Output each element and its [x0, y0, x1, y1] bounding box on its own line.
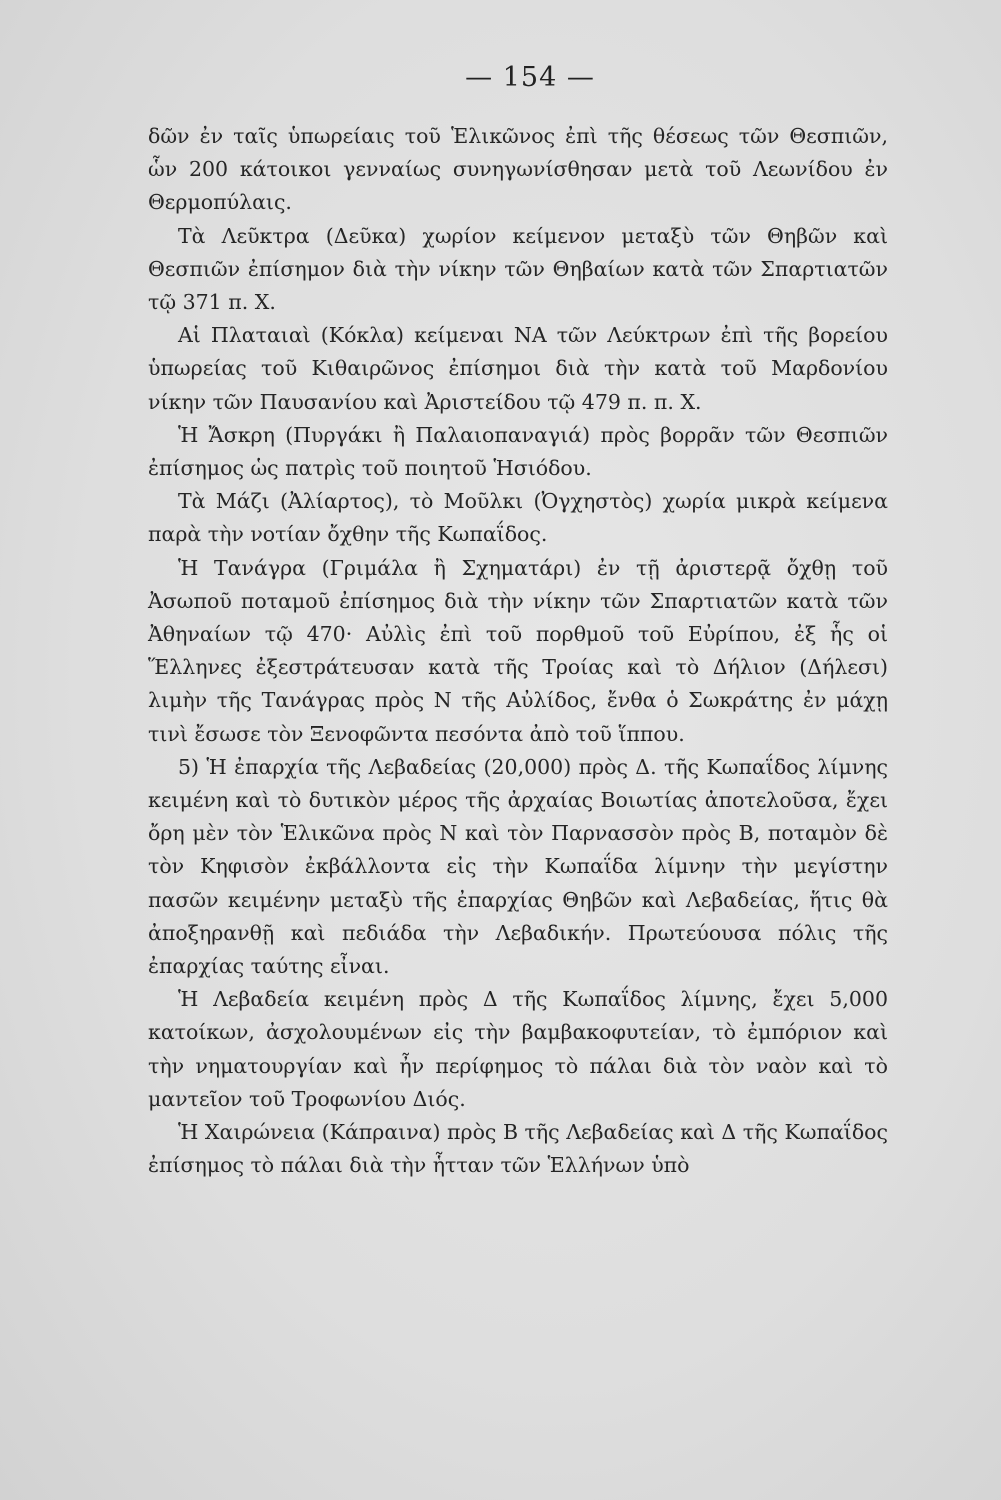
page-number: — 154 —: [465, 62, 595, 93]
page-body-text: [148, 120, 888, 1183]
paragraph-thespiae-continuation: δῶν ἐν ταῖς ὑπωρείαις τοῦ Ἑλικῶνος ἐπὶ τῆς θέσεως τῶν Θεσπιῶν, ὧν 200 κάτοικοι γενναίως συνηγωνίσθησαν μετὰ τοῦ Λεωνίδου ἐν Θερμοπύλαις.: [148, 124, 888, 215]
paragraph-tanagra: Ἡ Τανάγρα (Γριμάλα ἢ Σχηματάρι) ἐν τῇ ἀριστερᾷ ὄχθῃ τοῦ Ἀσωποῦ ποταμοῦ ἐπίσημος διὰ τὴν νίκην τῶν Σπαρτιατῶν κατὰ τῶν Ἀθηναίων τῷ 470· Αὐλὶς ἐπὶ τοῦ πορθμοῦ τοῦ Εὐρίπου, ἐξ ἧς οἱ Ἕλληνες ἐξεστράτευσαν κατὰ τῆς Τροίας καὶ τὸ Δήλιον (Δήλεσι) λιμὴν τῆς Τανάγρας πρὸς Ν τῆς Αὐλίδος, ἔνθα ὁ Σωκράτης ἐν μάχῃ τινὶ ἔσωσε τὸν Ξενοφῶντα πεσόντα ἀπὸ τοῦ ἵππου.: [148, 555, 888, 746]
paragraph-mazi-moulki: Τὰ Μάζι (Ἀλίαρτος), τὸ Μοῦλκι (Ὀγχηστὸς) χωρία μικρὰ κείμενα παρὰ τὴν νοτίαν ὄχθην τῆς Κωπαΐδος.: [148, 489, 888, 547]
paragraph-levadeia-town: Ἡ Λεβαδεία κειμένη πρὸς Δ τῆς Κωπαΐδος λίμνης, ἔχει 5,000 κατοίκων, ἀσχολουμένων εἰς τὴν βαμβακοφυτείαν, τὸ ἐμπόριον καὶ τὴν νηματουργίαν καὶ ἦν περίφημος τὸ πάλαι διὰ τὸν ναὸν καὶ τὸ μαντεῖον τοῦ Τροφωνίου Διός.: [148, 987, 888, 1111]
paragraph-province-levadeia: 5) Ἡ ἐπαρχία τῆς Λεβαδείας (20,000) πρὸς Δ. τῆς Κωπαΐδος λίμνης κειμένη καὶ τὸ δυτικὸν μέρος τῆς ἀρχαίας Βοιωτίας ἀποτελοῦσα, ἔχει ὄρη μὲν τὸν Ἑλικῶνα πρὸς Ν καὶ τὸν Παρνασσὸν πρὸς Β, ποταμὸν δὲ τὸν Κηφισὸν ἐκβάλλοντα εἰς τὴν Κωπαΐδα λίμνην τὴν μεγίστην πασῶν κειμένην μεταξὺ τῆς ἐπαρχίας Θηβῶν καὶ Λεβαδείας, ἥτις θὰ ἀποξηρανθῇ καὶ πεδιάδα τὴν Λεβαδικήν. Πρωτεύουσα πόλις τῆς ἐπαρχίας ταύτης εἶναι.: [148, 754, 888, 979]
paragraph-chaeronea: Ἡ Χαιρώνεια (Κάπραινα) πρὸς Β τῆς Λεβαδείας καὶ Δ τῆς Κωπαΐδος ἐπίσημος τὸ πάλαι διὰ τὴν ἧτταν τῶν Ἑλλήνων ὑπὸ: [148, 1120, 888, 1178]
paragraph-plataea: Αἱ Πλαταιαὶ (Κόκλα) κείμεναι ΝΑ τῶν Λεύκτρων ἐπὶ τῆς βορείου ὑπωρείας τοῦ Κιθαιρῶνος ἐπίσημοι διὰ τὴν κατὰ τοῦ Μαρδονίου νίκην τῶν Παυσανίου καὶ Ἀριστείδου τῷ 479 π. π. Χ.: [148, 323, 888, 414]
paragraph-leuctra: Τὰ Λεῦκτρα (Δεῦκα) χωρίον κείμενον μεταξὺ τῶν Θηβῶν καὶ Θεσπιῶν ἐπίσημον διὰ τὴν νίκην τῶν Θηβαίων κατὰ τῶν Σπαρτιατῶν τῷ 371 π. Χ.: [148, 223, 888, 315]
paragraph-ascra: Ἡ Ἄσκρη (Πυργάκι ἢ Παλαιοπαναγιά) πρὸς βορρᾶν τῶν Θεσπιῶν ἐπίσημος ὡς πατρὶς τοῦ ποιητοῦ Ἡσιόδου.: [148, 422, 888, 481]
